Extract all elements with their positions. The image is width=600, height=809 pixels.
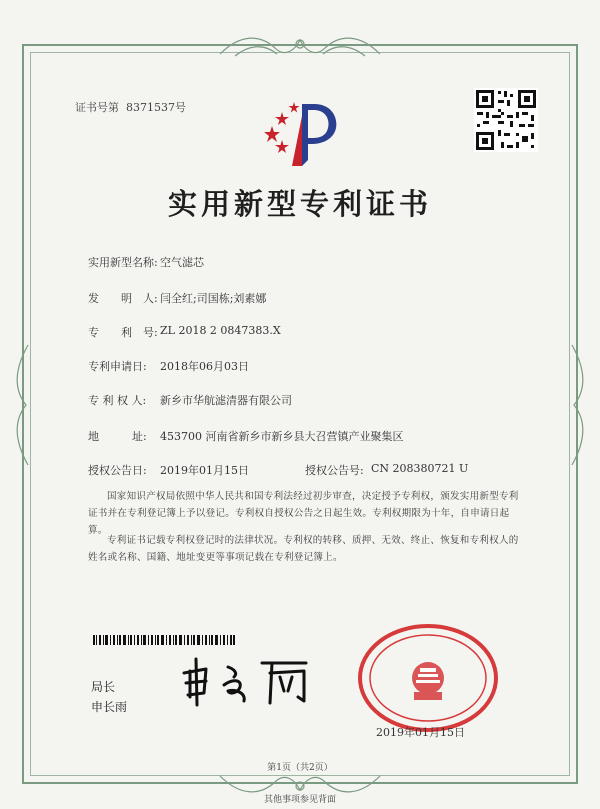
official-seal-icon [352,618,504,734]
field-value: 2019年01月15日 [160,464,249,477]
field-label: 授权公告日: [88,464,147,477]
right-ornament [566,340,590,470]
signature-title-line-1: 局长 [91,680,116,694]
field-value: 空气滤芯 [160,256,204,269]
footer-note: 其他事项参见背面 [263,795,336,805]
certificate-number-value: 8371537号 [126,101,186,114]
left-ornament [10,340,34,470]
seal-date: 2019年01月15日 [376,726,465,739]
page-title: 实用新型专利证书 [167,187,432,221]
certificate-number-label: 证书号第 [75,101,119,114]
field-label: 专 利 权 人: [88,394,147,407]
field-label: 授权公告号: [305,464,364,477]
field-value: 2018年06月03日 [160,360,249,373]
field-value: 新乡市华航滤清器有限公司 [160,394,292,407]
field-value: CN 208380721 U [371,462,469,475]
top-ornament [215,30,385,64]
qr-code-icon [474,88,538,152]
field-label: 实用新型名称: [88,256,158,269]
field-label: 专 利 号: [88,326,158,339]
field-label: 专利申请日: [88,360,147,373]
patent-office-logo-icon [262,96,342,168]
field-label: 地 址: [88,430,147,443]
field-value: 453700 河南省新乡市新乡县大召营镇产业聚集区 [160,430,404,443]
field-label: 发 明 人: [88,292,158,305]
page-info: 第1页（共2页） [267,763,333,773]
field-value: ZL 2018 2 0847383.X [160,324,281,337]
body-paragraph: 专利证书记载专利权登记时的法律状况。专利权的转移、质押、无效、终止、恢复和专利权人的姓名或名称、国籍、地址变更等事项记载在专利登记簿上。 [88,534,519,563]
field-value: 闫全红;司国栋;刘素娜 [160,292,267,305]
signature-title-line-2: 申长雨 [91,700,128,714]
handwritten-signature [180,655,322,707]
barcode-icon [93,635,235,645]
body-paragraph: 国家知识产权局依照中华人民共和国专利法经过初步审查，决定授予专利权，颁发实用新型专利证书并在专利登记簿上予以登记。专利权自授权公告之日起生效。专利权期限为十年，自申请日起算。 [88,490,519,536]
